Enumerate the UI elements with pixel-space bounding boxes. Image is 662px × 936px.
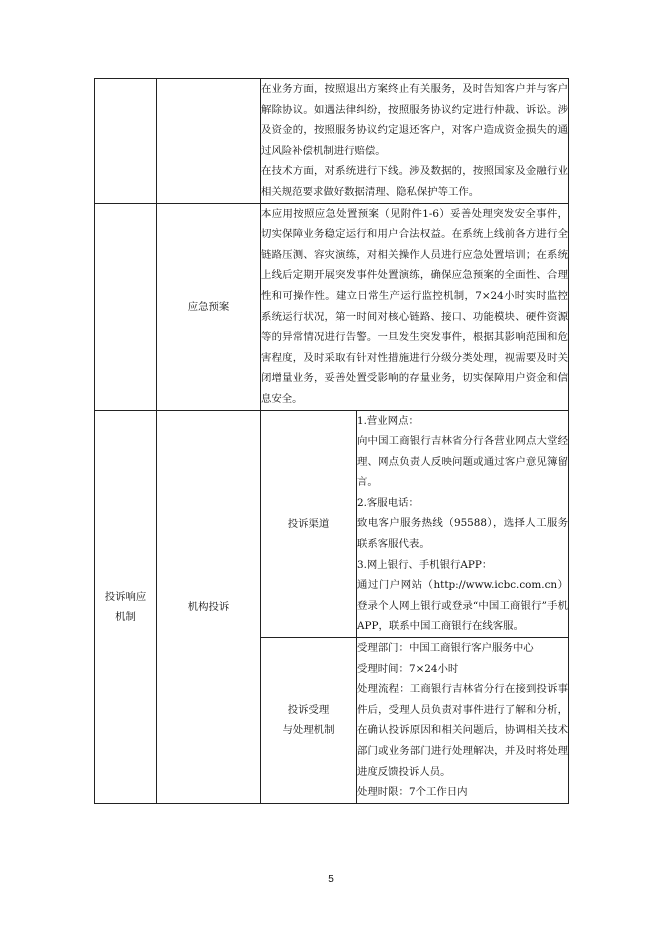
complaint-channels-text: [357, 410, 569, 638]
channel-line: 3.网上银行、手机银行APP：: [357, 558, 493, 571]
handling-line: 处理时限：7个工作日内: [357, 786, 468, 799]
channel-line: 向中国工商银行吉林省分行各营业网点大堂经理、网点负责人反映问题或通过客户意见簿留言。: [357, 435, 569, 489]
complaint-handling-text: [357, 638, 569, 804]
table-row-exit: [95, 79, 569, 204]
emergency-plan-label: 应急预案: [157, 203, 261, 410]
channel-line: 1.营业网点：: [357, 414, 419, 427]
channel-line: 通过门户网站（http://www.icbc.com.cn）登录个人网上银行或登录“中国工商银行”手机APP，联系中国工商银行在线客服。: [357, 579, 569, 633]
handling-line: 受理时间：7×24小时: [357, 662, 459, 675]
complaint-handling-label: 投诉受理 与处理机制: [261, 638, 357, 804]
exit-plan-cell: [261, 79, 569, 204]
empty-cell: [157, 79, 261, 204]
table-row-complaint-channels: [95, 410, 569, 638]
complaint-mechanism-label: 投诉响应 机制: [95, 410, 157, 803]
document-table: [94, 78, 569, 804]
page-number: 5: [328, 874, 334, 885]
technical-paragraph: 在技术方面，对系统进行下线。涉及数据的，按照国家及金融行业相关规范要求做好数据清理、隐私保护等工作。: [261, 165, 569, 198]
business-paragraph: 在业务方面，按照退出方案终止有关服务，及时告知客户并与客户解除协议。如遇法律纠纷，按照服务协议约定进行仲裁、诉讼。涉及资金的，按照服务协议约定退还客户，对客户造成资金损失的通过风险补偿机制进行赔偿。: [261, 83, 569, 157]
channel-line: 致电客户服务热线（95588），选择人工服务联系客服代表。: [357, 517, 569, 551]
empty-cell: [95, 203, 157, 410]
institution-complaint-label: 机构投诉: [157, 410, 261, 803]
handling-line: 处理流程：工商银行吉林省分行在接到投诉事件后，受理人员负责对事件进行了解和分析，在确认投诉原因和相关问题后，协调相关技术部门或业务部门进行处理解决，并及时将处理进度反馈投诉人员。: [357, 683, 569, 778]
handling-line: 受理部门：中国工商银行客户服务中心: [357, 642, 534, 655]
channel-line: 2.客服电话：: [357, 496, 419, 509]
emergency-plan-text: 本应用按照应急处置预案（见附件1-6）妥善处理突发安全事件，切实保障业务稳定运行和用户合法权益。在系统上线前各方进行全链路压测、容灾演练，对相关操作人员进行应急处置培训；在系统上线后定期开展突发事件处置演练，确保应急预案的全面性、合理性和可操作性。建立日常生产运行监控机制，7×24小时实时监控系统运行状况，第一时间对核心链路、接口、功能模块、硬件资源等的异常情况进行告警。一旦发生突发事件，根据其影响范围和危害程度，及时采取有针对性措施进行分级分类处理，视需要及时关闭增量业务，妥善处置受影响的存量业务，切实保障用户资金和信息安全。: [261, 203, 569, 410]
table-row-emergency: [95, 203, 569, 410]
complaint-channels-label: 投诉渠道: [261, 410, 357, 638]
empty-cell: [95, 79, 157, 204]
